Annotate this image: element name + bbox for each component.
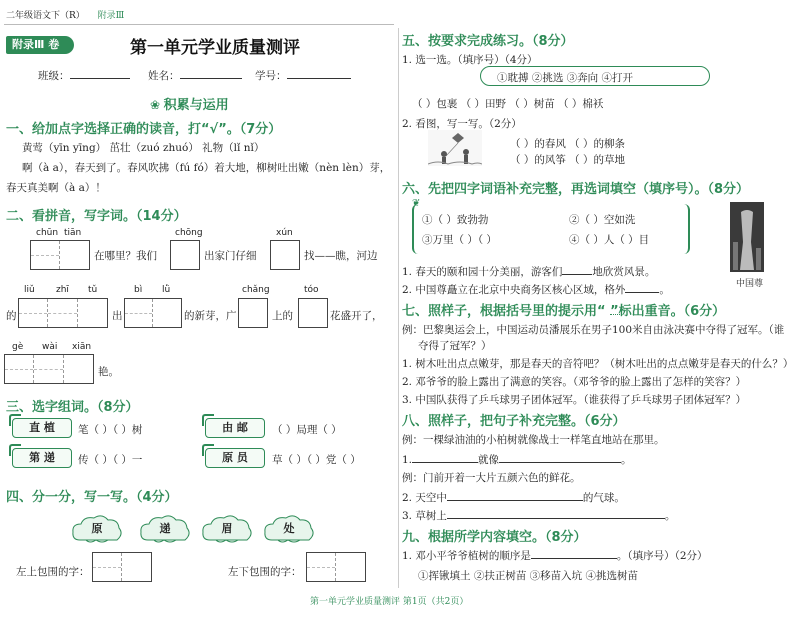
q8-item1-end: 。: [621, 454, 632, 466]
q8-item1[interactable]: [402, 452, 632, 467]
kite-illustration: [428, 130, 482, 166]
pinyin-tu: tǔ: [88, 285, 98, 295]
id-blank[interactable]: [287, 68, 351, 79]
stress-mark-sample: [610, 314, 622, 315]
q2-title: 二、看拼音，写字词。（14分）: [6, 209, 187, 224]
q8-item3[interactable]: [402, 508, 675, 523]
q4-left-label: 左上包围的字：: [16, 566, 90, 578]
q2-text7: 上的: [272, 310, 293, 322]
class-field[interactable]: [38, 68, 130, 83]
q1-line3[interactable]: 春天真美啊（à a）！: [6, 182, 106, 194]
column-divider: [398, 28, 399, 588]
pinyin-tian: tiān: [64, 228, 82, 238]
write-box-liuzhitu[interactable]: [18, 298, 108, 328]
q8-item2[interactable]: [402, 490, 625, 505]
pinyin-chang: chǎng: [242, 285, 270, 295]
pinyin-chong: chōng: [175, 228, 203, 238]
cloud-word-yuan: 原: [91, 522, 103, 535]
class-label: 班级：: [38, 70, 70, 82]
appendix-badge-text: 附录Ⅲ 卷: [12, 38, 60, 51]
q9-title: 九、根据所学内容填空。（8分）: [402, 530, 587, 545]
write-box-chang[interactable]: [238, 298, 268, 328]
banner-text: 积累与运用: [163, 98, 229, 113]
pinyin-ge: gè: [12, 342, 24, 352]
q8-example1: 例：一棵绿油油的小柏树就像战士一样笔直地站在那里。: [402, 434, 665, 446]
class-blank[interactable]: [70, 68, 130, 79]
q3-row1-left[interactable]: 笔（ ）（ ）树: [78, 424, 143, 436]
q1-line1[interactable]: 黄莺（yīn yīng） 茁壮（zuó zhuó） 礼物（lǐ nǐ）: [22, 142, 265, 154]
china-zun-photo: [730, 202, 764, 272]
q9-blank1[interactable]: [531, 548, 617, 559]
cloud-word-chu: 处: [283, 522, 295, 535]
q6-line2-end: 。: [659, 284, 670, 296]
q8-blank1b[interactable]: [499, 452, 621, 463]
q6-word2[interactable]: ②（ ）空如洗: [569, 214, 636, 226]
page-title: 第一单元学业质量测评: [130, 38, 300, 58]
word-card-yuan: 原 员: [205, 448, 265, 468]
q3-title: 三、选字组词。（8分）: [6, 400, 139, 415]
q7-example-line2: 夺得了冠军？）: [418, 340, 492, 352]
appendix-badge: [6, 36, 74, 54]
page-footer: 第一单元学业质量测评 第1页（共2页）: [310, 597, 469, 607]
leaf-icon: ❦: [412, 198, 421, 209]
pinyin-chun: chūn: [36, 228, 59, 238]
q7-example-line1: 例：巴黎奥运会上，中国运动员潘展乐在男子100米自由泳决赛中夺得了冠军。（谁: [402, 324, 785, 336]
q5-fill-row[interactable]: （ ）包裹 （ ）田野 （ ）树苗 （ ）棉袄: [412, 98, 604, 110]
cloud-card-yuan: [70, 514, 124, 544]
name-label: 姓名：: [148, 70, 180, 82]
q8-item3-text: 3. 草树上: [402, 510, 447, 522]
q5-write-row2[interactable]: （ ）的风筝 （ ）的草地: [510, 154, 626, 166]
flower-icon: ❀: [150, 98, 161, 112]
student-id-field[interactable]: [255, 68, 351, 83]
q5-write-row1[interactable]: （ ）的春风 （ ）的柳条: [510, 138, 626, 150]
q5-title: 五、按要求完成练习。（8分）: [402, 34, 574, 49]
q3-row1-right[interactable]: （ ）局理（ ）: [272, 424, 342, 436]
q6-word4[interactable]: ④（ ）人（ ）目: [569, 234, 650, 246]
q5-options: ①耽搏 ②挑选 ③奔向 ④打开: [497, 72, 634, 84]
q2-text4: 的: [6, 310, 17, 322]
header-grade: [6, 8, 124, 21]
header-rule: [4, 24, 394, 25]
kite-children-image: [428, 130, 482, 166]
q2-text8: 花盛开了，: [330, 310, 383, 322]
q1-title: 一、给加点字选择正确的读音，打“√”。（7分）: [6, 122, 282, 137]
q8-item2-end: 的气球。: [582, 492, 625, 504]
q6-line2-text: 2. 中国尊矗立在北京中央商务区核心区域，格外: [402, 284, 626, 296]
pinyin-wai: wài: [42, 342, 58, 352]
q5-sub2: 2. 看图，写一写。（2分）: [402, 118, 522, 130]
q6-title: 六、先把四字词语补充完整，再选词填空（填序号）。（8分）: [402, 182, 750, 197]
q6-line1[interactable]: [402, 264, 655, 279]
q2-text9: 艳。: [98, 366, 119, 378]
q2-text3: 找——瞧，河边: [304, 250, 378, 262]
q4-left-bottom-label: 左下包围的字：: [228, 566, 302, 578]
word-card-zhi: 直 植: [12, 418, 72, 438]
china-zun-caption: 中国尊: [736, 279, 764, 289]
name-blank[interactable]: [180, 68, 242, 79]
header-grade-text: 二年级语文下（R）: [6, 11, 85, 21]
section-banner: [150, 94, 229, 113]
cloud-word-mei: 眉: [221, 522, 233, 535]
pinyin-xian: xiān: [72, 342, 92, 352]
q6-blank1[interactable]: [562, 264, 592, 275]
q3-row2-left[interactable]: 传（ ）（ ）一: [78, 454, 143, 466]
q7-item1[interactable]: 1. 树木吐出点点嫩芽，那是春天的音符吧？（树木吐出的点点嫩芽是春天的什么？）: [402, 358, 794, 370]
q8-blank2[interactable]: [447, 490, 583, 501]
pinyin-lv: lǜ: [162, 285, 171, 295]
pinyin-bi: bì: [134, 285, 143, 295]
q2-text1: 在哪里？我们: [94, 250, 157, 262]
q5-sub1: 1. 选一选。（填序号）（4分）: [402, 54, 538, 66]
q8-item1-mid: 就像: [478, 454, 500, 466]
write-box-chong[interactable]: [170, 240, 200, 270]
word-card-you: 由 邮: [205, 418, 265, 438]
write-box-left-top[interactable]: [92, 552, 152, 582]
tower-image: [730, 202, 764, 272]
q8-blank1a[interactable]: [412, 452, 478, 463]
q8-item2-text: 2. 天空中: [402, 492, 447, 504]
name-field[interactable]: [148, 68, 242, 83]
q8-item1-num: 1.: [402, 454, 413, 466]
q6-word1[interactable]: ①（ ）致勃勃: [422, 214, 489, 226]
pinyin-tao: tóo: [304, 285, 319, 295]
pinyin-liu: liǔ: [24, 285, 35, 295]
q8-blank3[interactable]: [447, 508, 665, 519]
q2-text6: 的新芽，广: [184, 310, 237, 322]
q6-line1-text: 1. 春天的颐和园十分美丽，游客们: [402, 266, 563, 278]
q6-blank2[interactable]: [625, 282, 659, 293]
pinyin-xun: xún: [276, 228, 293, 238]
q6-word3[interactable]: ③万里（ ）（ ）: [422, 234, 497, 246]
q1-line2[interactable]: 啊（à a），春天到了。春风吹拂（fú fó）着大地，柳树吐出嫩（nèn lèn）芽，: [22, 162, 391, 174]
cloud-word-di: 递: [159, 522, 171, 535]
write-box-tao[interactable]: [298, 298, 328, 328]
q6-line2[interactable]: [402, 282, 670, 297]
q9-item1-text: 1. 邓小平爷爷植树的顺序是: [402, 550, 531, 562]
q6-line1-end: 地欣赏风景。: [592, 266, 656, 278]
q2-text5: 出: [112, 310, 123, 322]
q3-row2-right[interactable]: 草（ ）（ ）党（ ）: [272, 454, 361, 466]
q7-title: 七、照样子，根据括号里的提示用“ ”标出重音。（6分）: [402, 304, 726, 319]
cloud-card-chu: [262, 514, 316, 544]
write-box-left-bottom[interactable]: [306, 552, 366, 582]
pinyin-zhi: zhī: [56, 285, 69, 295]
q6-word-box: [412, 204, 690, 254]
q4-title: 四、分一分，写一写。（4分）: [6, 490, 178, 505]
write-box-chuntian[interactable]: [30, 240, 90, 270]
cloud-card-di: [138, 514, 192, 544]
q9-item1[interactable]: [402, 548, 708, 563]
q8-example2: 例：门前开着一大片五颜六色的鲜花。: [402, 472, 581, 484]
q7-item3[interactable]: 3. 中国队获得了乒乓球男子团体冠军。（谁获得了乒乓球男子团体冠军？）: [402, 394, 747, 406]
write-box-xun[interactable]: [270, 240, 300, 270]
q8-title: 八、照样子，把句子补充完整。（6分）: [402, 414, 626, 429]
q8-item3-end: 。: [664, 510, 676, 522]
write-box-bilv[interactable]: [124, 298, 182, 328]
q9-item1-end: 。（填序号）（2分）: [616, 550, 708, 562]
q9-options: ①挥锹填土 ②扶正树苗 ③移苗入坑 ④挑选树苗: [418, 570, 639, 582]
word-card-di: 第 递: [12, 448, 72, 468]
cloud-card-mei: [200, 514, 254, 544]
q7-item2[interactable]: 2. 邓爷爷的脸上露出了满意的笑容。（邓爷爷的脸上露出了怎样的笑容？）: [402, 376, 747, 388]
q2-text2: 出家门仔细: [204, 250, 257, 262]
header-appendix: 附录Ⅲ: [97, 11, 125, 21]
id-label: 学号：: [255, 70, 287, 82]
q5-options-bar: [480, 66, 710, 86]
write-box-gewaixian[interactable]: [4, 354, 94, 384]
